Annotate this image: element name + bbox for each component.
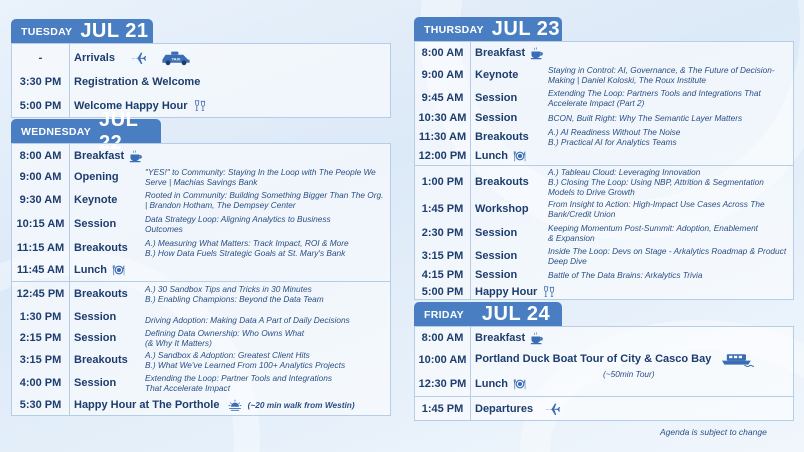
event-description: A.) Tableau Cloud: Leveraging Innovation B.) Closing The Loop: Using NBP, Attrition & Segmentation Models to Drive Growth xyxy=(548,167,764,197)
event-description: Staying in Control: AI, Governance, & The Future of Decision-Making | Daniel Koloski, The Roux Institute xyxy=(548,65,775,85)
footer-disclaimer: Agenda is subject to change xyxy=(660,427,767,437)
event-description: Driving Adoption: Making Data A Part of Daily Decisions xyxy=(145,315,350,325)
event-type: Happy Hour xyxy=(475,285,556,299)
airplane-icon xyxy=(124,50,154,66)
day-header-tuesday xyxy=(11,19,153,44)
day-of-week: TUESDAY xyxy=(21,25,73,38)
thursday-schedule xyxy=(414,41,794,300)
event-type: Session xyxy=(74,311,117,323)
event-type: Breakouts xyxy=(475,131,529,143)
event-time: 11:30 AM xyxy=(418,131,467,143)
event-time: 9:45 AM xyxy=(421,92,464,104)
event-note: (~50min Tour) xyxy=(603,369,655,379)
event-type: Breakouts xyxy=(74,354,128,366)
event-type: Lunch xyxy=(475,377,527,391)
day-of-week: FRIDAY xyxy=(424,308,464,321)
section-divider xyxy=(12,281,390,282)
event-description: A.) 30 Sandbox Tips and Tricks in 30 Minutes B.) Enabling Champions: Beyond the Data Team xyxy=(145,284,324,304)
schedule-row xyxy=(12,71,390,93)
event-type: Portland Duck Boat Tour of City & Casco Bay xyxy=(475,351,758,367)
event-type: Registration & Welcome xyxy=(74,76,201,88)
event-note: (~20 min walk from Westin) xyxy=(247,399,355,410)
airplane-icon xyxy=(540,401,566,417)
event-time: 5:00 PM xyxy=(19,100,62,112)
schedule-row xyxy=(415,146,793,165)
event-type: Breakfast xyxy=(475,331,544,345)
schedule-row xyxy=(12,189,390,211)
event-description: A.) AI Readiness Without The Noise B.) Practical AI for Analytics Teams xyxy=(548,127,681,147)
cheers-glasses-icon xyxy=(542,285,556,299)
schedule-row xyxy=(415,222,793,244)
event-type: Breakouts xyxy=(74,288,128,300)
event-description: BCON, Built Right: Why The Semantic Layer Matters xyxy=(548,113,743,123)
event-description: Battle of The Data Brains: Arkalytics Trivia xyxy=(548,269,703,280)
event-time: 11:15 AM xyxy=(16,242,65,254)
event-time: 10:15 AM xyxy=(16,218,65,230)
event-type: Lunch xyxy=(74,263,126,277)
schedule-row xyxy=(12,166,390,188)
schedule-row xyxy=(415,168,793,196)
schedule-row xyxy=(12,95,390,117)
event-type: Arrivals xyxy=(74,50,193,66)
event-time: 12:45 PM xyxy=(16,288,65,300)
day-header-thursday xyxy=(414,17,562,42)
event-time: 11:45 AM xyxy=(16,264,65,276)
day-date: JUL 23 xyxy=(491,18,561,40)
event-time: 2:30 PM xyxy=(421,227,464,239)
event-description: A.) Sandbox & Adoption: Greatest Client Hits B.) What We've Learned From 100+ Analytics Projects xyxy=(145,350,346,370)
day-of-week: THURSDAY xyxy=(424,23,484,36)
event-time: 9:00 AM xyxy=(421,69,464,81)
schedule-row xyxy=(415,198,793,220)
schedule-row xyxy=(415,283,793,300)
event-time: 3:15 PM xyxy=(19,354,62,366)
schedule-row xyxy=(12,283,390,305)
tuesday-schedule xyxy=(11,43,391,118)
schedule-row xyxy=(415,64,793,86)
event-type: Session xyxy=(74,218,117,230)
schedule-row xyxy=(415,266,793,283)
event-type: Breakfast xyxy=(475,46,544,60)
friday-schedule xyxy=(414,326,794,421)
duck-boat-icon xyxy=(718,351,758,367)
event-description: Rooted in Community: Building Something Bigger Than The Org. | Brandon Hotham, The Dempsey Center xyxy=(145,190,384,210)
event-description: Extending the Loop: Partner Tools and Integrations That Accelerate Impact xyxy=(145,373,332,393)
event-description: Data Strategy Loop: Aligning Analytics to Business Outcomes xyxy=(145,214,331,234)
event-type: Happy Hour at The Porthole (~20 min walk from Westin) xyxy=(74,398,355,411)
coffee-cup-icon xyxy=(129,149,143,163)
day-header-wednesday xyxy=(11,108,161,144)
event-time: 5:00 PM xyxy=(421,285,464,298)
day-date: JUL 21 xyxy=(80,20,149,42)
event-description: Defining Data Ownership: Who Owns What (& Why It Matters) xyxy=(145,328,305,348)
schedule-row xyxy=(415,398,793,420)
event-type: Workshop xyxy=(475,203,529,215)
event-time: 5:30 PM xyxy=(19,399,62,411)
event-type: Breakouts xyxy=(475,176,529,188)
event-time: 12:30 PM xyxy=(418,378,467,390)
event-type: Breakfast xyxy=(74,149,143,163)
event-description: "YES!" to Community: Staying In the Loop with The People We Serve | Machias Savings Bank xyxy=(145,167,376,187)
plate-cutlery-icon xyxy=(513,149,527,163)
schedule-row xyxy=(415,374,793,394)
plate-cutlery-icon xyxy=(513,377,527,391)
schedule-row xyxy=(415,328,793,347)
day-date: JUL 24 xyxy=(481,303,551,325)
schedule-row xyxy=(415,109,793,127)
event-type: Opening xyxy=(74,171,119,183)
event-time: 4:15 PM xyxy=(421,268,464,281)
event-time: 3:15 PM xyxy=(421,250,464,262)
schedule-row xyxy=(12,260,390,280)
event-type: Session xyxy=(475,250,518,262)
event-type: Lunch xyxy=(475,149,527,163)
event-type: Session xyxy=(475,112,518,124)
event-time: 3:30 PM xyxy=(19,76,62,88)
event-time: 9:30 AM xyxy=(19,194,62,206)
section-divider xyxy=(415,165,793,166)
event-time: 1:00 PM xyxy=(421,176,464,188)
event-description: Inside The Loop: Devs on Stage - Arkalytics Roadmap & Product Deep Dive xyxy=(548,246,787,266)
sunset-icon xyxy=(227,398,243,412)
event-type: Session xyxy=(475,92,518,104)
day-of-week: WEDNESDAY xyxy=(21,125,91,138)
event-type: Keynote xyxy=(475,69,519,81)
schedule-row xyxy=(12,395,390,415)
event-type: Breakouts xyxy=(74,242,128,254)
event-description: Keeping Momentum Post-Summit: Adoption, Enablement & Expansion xyxy=(548,223,758,243)
schedule-row xyxy=(12,213,390,235)
event-time: 8:00 AM xyxy=(421,331,464,344)
day-date: JUL xyxy=(99,108,138,131)
event-description: From Insight to Action: High-Impact Use Cases Across The Bank/Credit Union xyxy=(548,199,765,219)
event-time: 8:00 AM xyxy=(19,150,62,162)
event-time: 12:00 PM xyxy=(418,149,467,162)
event-time: - xyxy=(38,52,43,64)
plate-cutlery-icon xyxy=(112,263,126,277)
event-time: 2:15 PM xyxy=(19,332,62,344)
event-time: 1:45 PM xyxy=(421,403,464,415)
schedule-row xyxy=(12,47,390,69)
event-time: 1:30 PM xyxy=(19,311,62,323)
schedule-row xyxy=(12,307,390,327)
event-type: Session xyxy=(475,268,518,281)
event-type: Departures xyxy=(475,401,566,417)
event-type: Session xyxy=(74,332,117,344)
schedule-row xyxy=(415,349,793,379)
schedule-row xyxy=(12,349,390,371)
schedule-row xyxy=(415,43,793,63)
taxi-icon xyxy=(159,50,193,66)
schedule-row xyxy=(12,372,390,394)
event-time: 8:00 AM xyxy=(421,47,464,59)
day-header-friday xyxy=(414,302,562,327)
schedule-row xyxy=(415,245,793,267)
event-time: 9:00 AM xyxy=(19,171,62,183)
event-time: 4:00 PM xyxy=(19,377,62,389)
event-type: Session xyxy=(74,377,117,389)
event-time: 1:45 PM xyxy=(421,203,464,215)
event-type: Keynote xyxy=(74,194,118,206)
schedule-row xyxy=(12,327,390,349)
schedule-row xyxy=(415,87,793,109)
event-type: Session xyxy=(475,227,518,239)
schedule-row xyxy=(12,237,390,259)
event-description: Extending The Loop: Partners Tools and Integrations That Accelerate Impact (Part 2) xyxy=(548,88,761,108)
event-time: 10:30 AM xyxy=(418,112,467,124)
coffee-cup-icon xyxy=(530,46,544,60)
schedule-row xyxy=(12,146,390,166)
section-divider xyxy=(415,396,793,397)
schedule-row xyxy=(415,126,793,148)
wednesday-schedule xyxy=(11,143,391,416)
coffee-cup-icon xyxy=(530,331,544,345)
event-type: Welcome Happy Hour xyxy=(74,99,207,113)
event-time: 10:00 AM xyxy=(418,354,467,366)
event-description: A.) Measuring What Matters: Track Impact, ROI & More B.) How Data Fuels Strategic Goals at St. Mary's Bank xyxy=(145,238,349,258)
cheers-glasses-icon xyxy=(193,99,207,113)
